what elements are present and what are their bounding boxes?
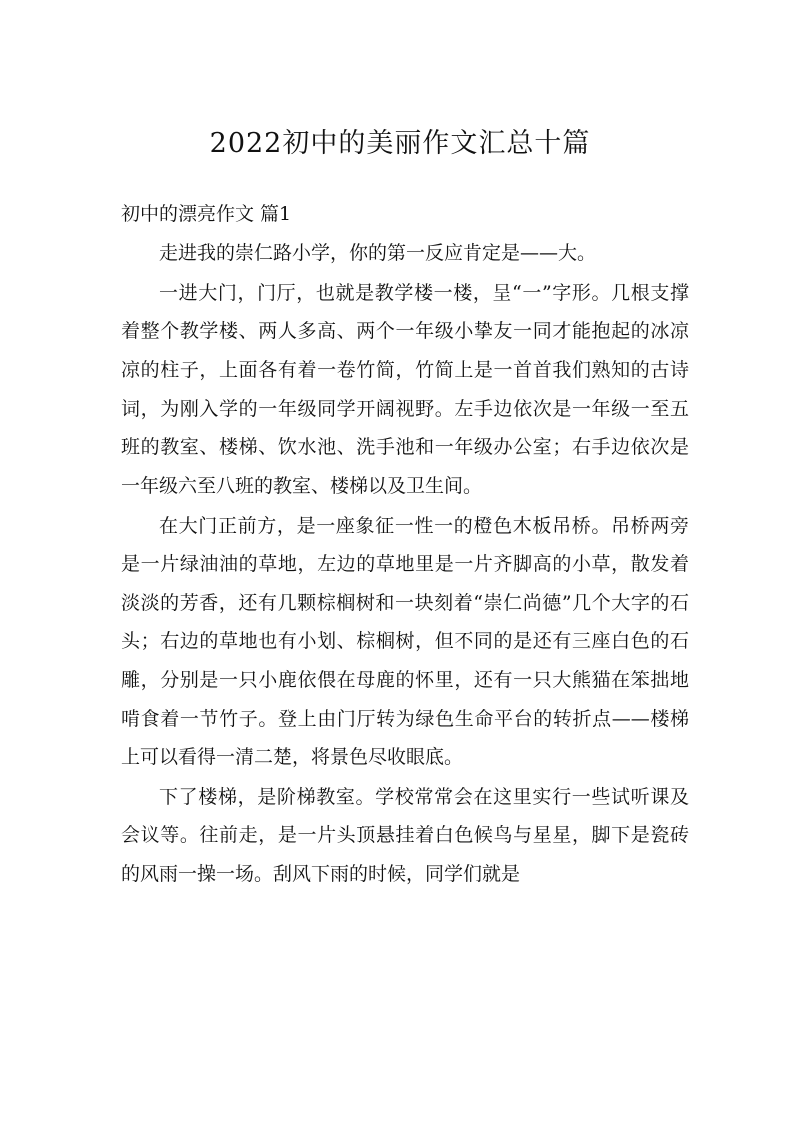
- document-title: 2022初中的美丽作文汇总十篇: [209, 128, 591, 159]
- paragraph-4: 下了楼梯，是阶梯教室。学校常常会在这里实行一些试听课及会议等。往前走，是一片头顶悬挂着白色候鸟与星星，脚下是瓷砖的风雨一操一场。刮风下雨的时候，同学们就是: [121, 785, 689, 886]
- paragraph-3: 在大门正前方，是一座象征一性一的橙色木板吊桥。吊桥两旁是一片绿油油的草地，左边的草地里是一片齐脚高的小草，散发着淡淡的芳香，还有几颗棕榈树和一块刻着“崇仁尚德”几个大字的石头；右边的草地也有小划、棕榈树，但不同的是还有三座白色的石雕，分别是一只小鹿依偎在母鹿的怀里，还有一只大熊猫在笨拙地啃食着一节竹子。登上由门厅转为绿色生命平台的转折点——楼梯上可以看得一清二楚，将景色尽收眼底。: [121, 514, 689, 769]
- section-heading: 初中的漂亮作文 篇1: [121, 203, 292, 225]
- paragraph-2: 一进大门，门厅，也就是教学楼一楼，呈“一”字形。几根支撑着整个教学楼、两人多高、两个一年级小挚友一同才能抱起的冰凉凉的柱子，上面各有着一卷竹简，竹简上是一首首我们熟知的古诗词，为刚入学的一年级同学开阔视野。左手边依次是一年级一至五班的教室、楼梯、饮水池、洗手池和一年级办公室；右手边依次是一年级六至八班的教室、楼梯以及卫生间。: [121, 281, 689, 497]
- paragraph-1: 走进我的崇仁路小学，你的第一反应肯定是——大。: [159, 242, 597, 264]
- essay-body: [121, 234, 689, 895]
